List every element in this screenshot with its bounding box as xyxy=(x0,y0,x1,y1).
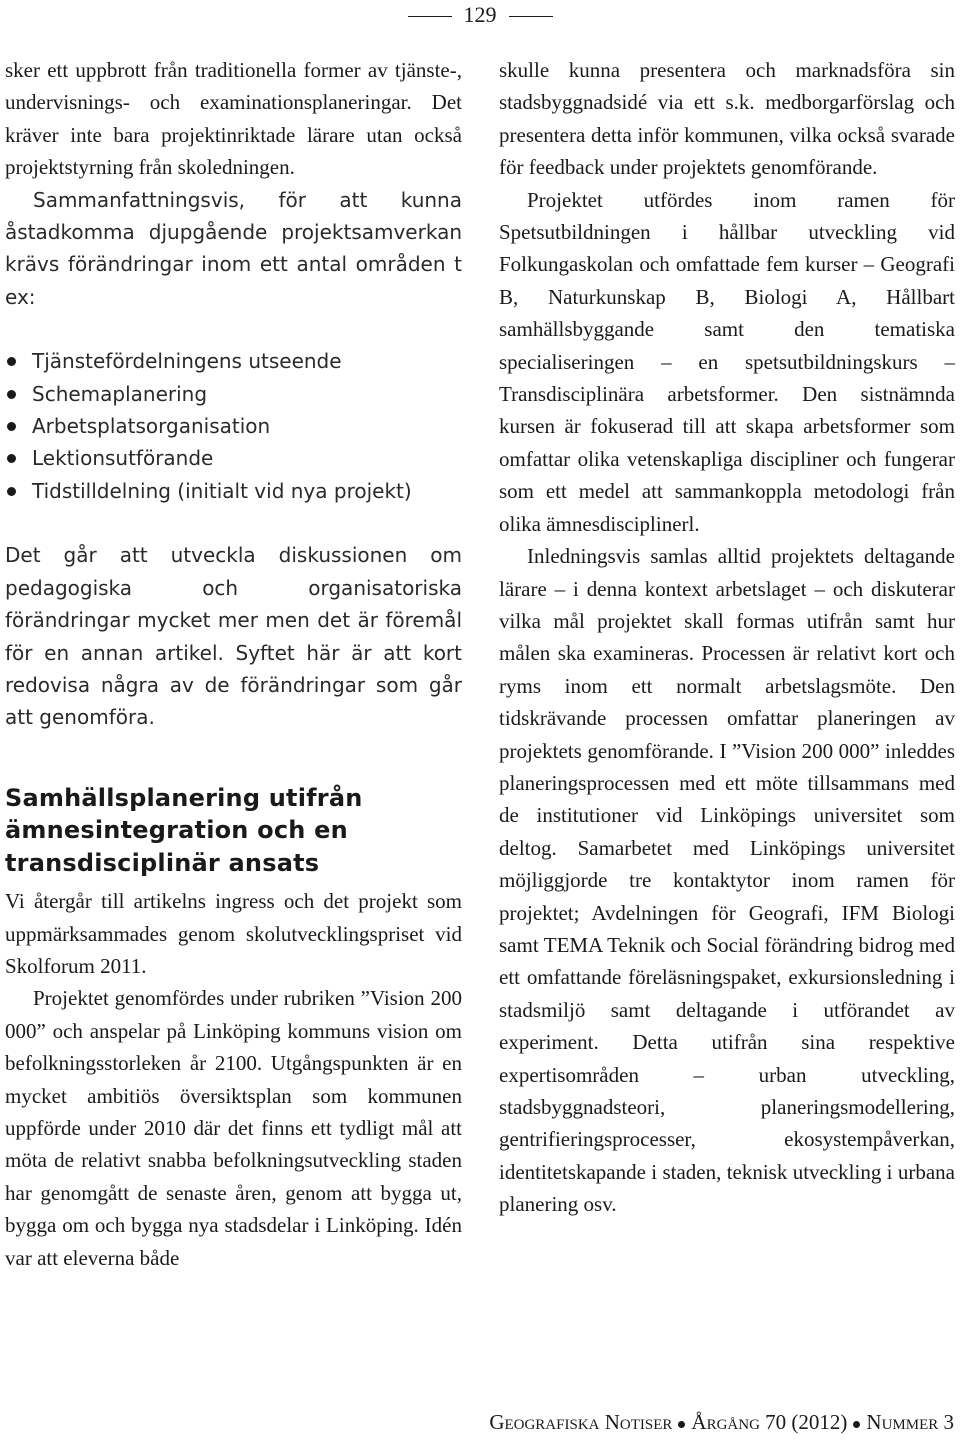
journal-volume: Årgång 70 (2012) xyxy=(691,1410,848,1434)
paragraph: Inledningsvis samlas alltid projektets deltagande lärare – i denna kontext arbetslaget – och diskuterar vilka mål projektet skall formas utifrån samt hur målen ska examineras. Processen är relativt kort och ryms inom ett normalt arbetslagsmöte. Den tidskrävande processen omfattar planeringen av projektets genomförande. I ”Vision 200 000” inleddes planeringsprocessen med ett möte tillsammans med de institutioner vid Linköpings universitet som deltog. Samarbetet med Linköpings universitet möjliggjorde tre kontaktytor inom ramen för projektet; Avdelningen för Geografi, IFM Biologi samt TEMA Teknik och Social förändring bidrog med ett omfattande föreläsningspaket, exkursionsledning i stadsmiljö samt deltagande i utförandet av experiment. Detta utifrån sina respektive expertisområden – urban utveckling, stadsbyggnadsteori, planeringsmodellering, gentrifieringsprocesser, ekosystempåverkan, identitetskapande i staden, teknisk utveckling i urbana planering osv. xyxy=(499,544,955,1217)
bullet-icon xyxy=(7,390,16,399)
bullet-icon xyxy=(7,487,16,496)
list-item: Arbetsplatsorganisation xyxy=(5,410,462,442)
bullet-icon xyxy=(7,454,16,463)
paragraph: Projektet utfördes inom ramen för Spetsutbildningen i hållbar utveckling vid Folkungaskolan och omfattade fem kurser – Geografi B, Naturkunskap B, Biologi A, Hållbart samhällsbyggande samt den tematiska specialiseringen – en spetsutbildningskurs – Transdisciplinära arbetsformer. Den sistnämnda kursen är fokuserad till att skapa arbetsformer som omfattar olika vetenskapliga discipliner och fungerar som ett medel att sammankoppla metodologi från olika ämnesdisciplinerl. xyxy=(499,187,955,536)
list-item: Tidstilldelning (initialt vid nya projekt) xyxy=(5,475,462,507)
journal-footer xyxy=(0,1408,954,1436)
paragraph: Vi återgår till artikelns ingress och det projekt som uppmärksammades genom skolutvecklingspriset vid Skolforum 2011. xyxy=(5,889,462,979)
paragraph-summary: Sammanfattningsvis, för att kunna åstadkomma djupgående projektsamverkan krävs förändringar inom ett antal områden t ex: xyxy=(5,187,462,309)
header-rule-right xyxy=(509,16,553,17)
list-item: Lektionsutförande xyxy=(5,442,462,474)
right-column xyxy=(499,54,955,1221)
list-item: Schemaplanering xyxy=(5,378,462,410)
journal-name: Geografiska Notiser xyxy=(489,1410,673,1434)
separator-dot-icon xyxy=(678,1421,685,1428)
journal-issue: Nummer 3 xyxy=(866,1410,954,1434)
paragraph-discussion: Det går att utveckla diskussionen om pedagogiska och organisatoriska förändringar mycket mer men det är föremål för en annan artikel. Syftet här är att kort redovisa några av de förändringar som går att genomföra. xyxy=(5,543,462,730)
bullet-icon xyxy=(7,357,16,366)
page-number-text: 129 xyxy=(463,2,497,27)
bullet-list xyxy=(5,345,462,507)
header-rule-left xyxy=(408,16,452,17)
list-item: Tjänstefördelningens utseende xyxy=(5,345,462,377)
separator-dot-icon xyxy=(853,1421,860,1428)
paragraph: skulle kunna presentera och marknadsföra sin stadsbyggnadsidé via ett s.k. medborgarförslag och presentera detta inför kommunen, vilka också svarade för feedback under projektets genomförande. xyxy=(499,58,955,180)
paragraph: Projektet genomfördes under rubriken ”Vision 200 000” och anspelar på Linköping kommuns vision om befolkningsstorleken år 2100. Utgångspunkten är en mycket ambitiös översiktsplan som kommunen uppförde under 2010 där det finns ett tydligt mål att möta de relativt snabba befolkningsutveckling staden har genomgått de senaste åren, genom att bygga ut, bygga om och bygga nya stadsdelar i Linköping. Idén var att eleverna både xyxy=(5,986,462,1270)
section-heading: Samhällsplanering utifrån ämnesintegration och en transdisciplinär ansats xyxy=(5,783,363,877)
paragraph: sker ett uppbrott från traditionella former av tjänste-, undervisnings- och examinationsplaneringar. Det kräver inte bara projektinriktade lärare utan också projektstyrning från skoledningen. xyxy=(5,58,462,180)
page-number xyxy=(0,2,960,28)
left-column xyxy=(5,54,462,1274)
bullet-icon xyxy=(7,422,16,431)
